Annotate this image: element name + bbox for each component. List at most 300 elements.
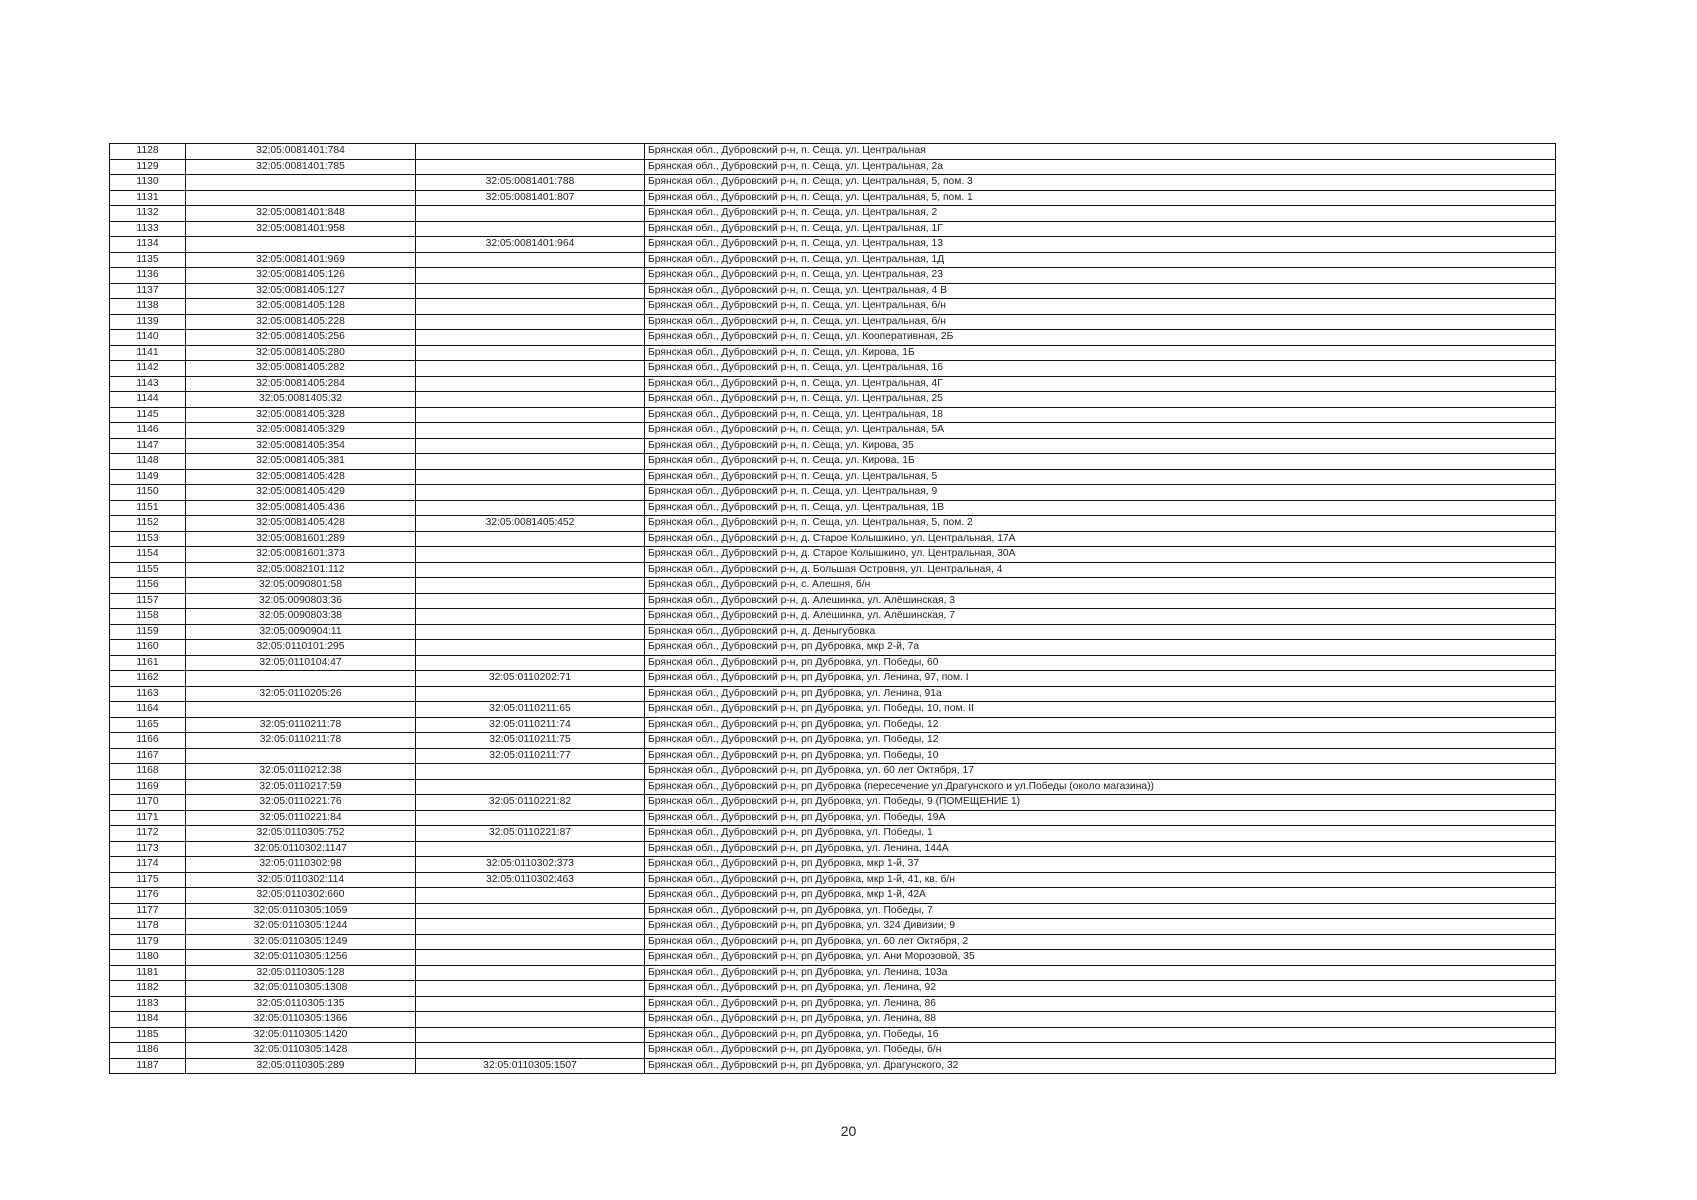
related-cadastral-number-cell [416,283,645,299]
related-cadastral-number-cell [416,206,645,222]
table-row [110,981,1556,997]
table-row [110,686,1556,702]
cadastral-number-cell: 32:05:0110305:1420 [186,1027,416,1043]
related-cadastral-number-cell [416,330,645,346]
row-number-cell: 1164 [110,702,186,718]
table-row [110,423,1556,439]
related-cadastral-number-cell [416,888,645,904]
related-cadastral-number-cell: 32:05:0081401:807 [416,190,645,206]
cadastral-number-cell: 32:05:0110305:289 [186,1058,416,1074]
address-cell: Брянская обл., Дубровский р-н, с. Алешня, б/н [645,578,1556,594]
cadastral-number-cell: 32:05:0081405:381 [186,454,416,470]
related-cadastral-number-cell [416,609,645,625]
address-cell: Брянская обл., Дубровский р-н, рп Дубровка, ул. Победы, 10, пом. II [645,702,1556,718]
table-row [110,826,1556,842]
cadastral-number-cell: 32:05:0110305:752 [186,826,416,842]
row-number-cell: 1134 [110,237,186,253]
row-number-cell: 1153 [110,531,186,547]
cadastral-number-cell [186,748,416,764]
address-cell: Брянская обл., Дубровский р-н, рп Дубровка, ул. Победы, 12 [645,717,1556,733]
related-cadastral-number-cell [416,221,645,237]
related-cadastral-number-cell [416,981,645,997]
cadastral-number-cell: 32:05:0110305:1428 [186,1043,416,1059]
row-number-cell: 1186 [110,1043,186,1059]
address-cell: Брянская обл., Дубровский р-н, рп Дубровка, ул. Победы, 16 [645,1027,1556,1043]
related-cadastral-number-cell [416,640,645,656]
address-cell: Брянская обл., Дубровский р-н, рп Дубровка, ул. Драгунского, 32 [645,1058,1556,1074]
row-number-cell: 1157 [110,593,186,609]
related-cadastral-number-cell [416,950,645,966]
address-cell: Брянская обл., Дубровский р-н, д. Алешинка, ул. Алёшинская, 7 [645,609,1556,625]
row-number-cell: 1169 [110,779,186,795]
related-cadastral-number-cell: 32:05:0110211:77 [416,748,645,764]
cadastral-number-cell: 32:05:0110302:114 [186,872,416,888]
cadastral-number-cell: 32:05:0081405:328 [186,407,416,423]
row-number-cell: 1137 [110,283,186,299]
row-number-cell: 1161 [110,655,186,671]
row-number-cell: 1140 [110,330,186,346]
address-cell: Брянская обл., Дубровский р-н, д. Алешинка, ул. Алёшинская, 3 [645,593,1556,609]
related-cadastral-number-cell [416,159,645,175]
table-row [110,469,1556,485]
related-cadastral-number-cell [416,454,645,470]
table-row [110,547,1556,563]
row-number-cell: 1162 [110,671,186,687]
related-cadastral-number-cell [416,500,645,516]
table-row [110,392,1556,408]
table-row [110,950,1556,966]
table-row [110,996,1556,1012]
cadastral-number-cell: 32:05:0090803:38 [186,609,416,625]
row-number-cell: 1177 [110,903,186,919]
related-cadastral-number-cell: 32:05:0081405:452 [416,516,645,532]
table-row [110,748,1556,764]
related-cadastral-number-cell: 32:05:0110221:87 [416,826,645,842]
row-number-cell: 1155 [110,562,186,578]
table-row [110,159,1556,175]
address-cell: Брянская обл., Дубровский р-н, п. Сеща, ул. Центральная, б/н [645,299,1556,315]
cadastral-number-cell [186,702,416,718]
address-cell: Брянская обл., Дубровский р-н, рп Дубровка (пересечение ул.Драгунского и ул.Победы (около магазина)) [645,779,1556,795]
table-row [110,190,1556,206]
table-row [110,1012,1556,1028]
related-cadastral-number-cell [416,934,645,950]
table-row [110,407,1556,423]
address-cell: Брянская обл., Дубровский р-н, рп Дубровка, ул. Ленина, 97, пом. I [645,671,1556,687]
row-number-cell: 1144 [110,392,186,408]
cadastral-number-cell: 32:05:0110221:84 [186,810,416,826]
address-cell: Брянская обл., Дубровский р-н, п. Сеща, ул. Центральная, 13 [645,237,1556,253]
address-cell: Брянская обл., Дубровский р-н, п. Сеща, ул. Центральная, 5, пом. 1 [645,190,1556,206]
row-number-cell: 1148 [110,454,186,470]
address-cell: Брянская обл., Дубровский р-н, п. Сеща, ул. Центральная [645,144,1556,160]
address-cell: Брянская обл., Дубровский р-н, рп Дубровка, ул. Победы, 19А [645,810,1556,826]
row-number-cell: 1181 [110,965,186,981]
address-cell: Брянская обл., Дубровский р-н, рп Дубровка, ул. Победы, б/н [645,1043,1556,1059]
cadastral-number-cell: 32:05:0110211:78 [186,717,416,733]
cadastral-number-cell: 32:05:0110104:47 [186,655,416,671]
related-cadastral-number-cell [416,562,645,578]
related-cadastral-number-cell [416,531,645,547]
related-cadastral-number-cell [416,407,645,423]
table-row [110,888,1556,904]
row-number-cell: 1175 [110,872,186,888]
row-number-cell: 1178 [110,919,186,935]
table-row [110,221,1556,237]
table-row [110,640,1556,656]
related-cadastral-number-cell: 32:05:0110302:373 [416,857,645,873]
address-cell: Брянская обл., Дубровский р-н, рп Дубровка, ул. Ленина, 91а [645,686,1556,702]
table-row [110,593,1556,609]
row-number-cell: 1179 [110,934,186,950]
table-row [110,702,1556,718]
table-row [110,314,1556,330]
table-row [110,733,1556,749]
cadastral-number-cell: 32:05:0081405:280 [186,345,416,361]
address-cell: Брянская обл., Дубровский р-н, д. Старое Колышкино, ул. Центральная, 17А [645,531,1556,547]
row-number-cell: 1139 [110,314,186,330]
cadastral-number-cell [186,671,416,687]
row-number-cell: 1187 [110,1058,186,1074]
cadastral-number-cell: 32:05:0081401:785 [186,159,416,175]
address-cell: Брянская обл., Дубровский р-н, п. Сеща, ул. Центральная, 2а [645,159,1556,175]
row-number-cell: 1154 [110,547,186,563]
cadastral-number-cell: 32:05:0110217:59 [186,779,416,795]
cadastral-number-cell: 32:05:0081405:284 [186,376,416,392]
address-cell: Брянская обл., Дубровский р-н, рп Дубровка, ул. Ленина, 144А [645,841,1556,857]
related-cadastral-number-cell [416,547,645,563]
table-row [110,903,1556,919]
row-number-cell: 1176 [110,888,186,904]
table-row [110,795,1556,811]
address-cell: Брянская обл., Дубровский р-н, п. Сеща, ул. Кирова, 1Б [645,454,1556,470]
table-row [110,965,1556,981]
cadastral-number-cell: 32:05:0081405:128 [186,299,416,315]
cadastral-number-cell: 32:05:0081405:126 [186,268,416,284]
row-number-cell: 1135 [110,252,186,268]
cadastral-number-cell: 32:05:0110305:135 [186,996,416,1012]
row-number-cell: 1129 [110,159,186,175]
address-cell: Брянская обл., Дубровский р-н, рп Дубровка, ул. Ленина, 92 [645,981,1556,997]
cadastral-number-cell: 32:05:0081401:784 [186,144,416,160]
cadastral-number-cell: 32:05:0081601:373 [186,547,416,563]
address-cell: Брянская обл., Дубровский р-н, рп Дубровка, ул. 60 лет Октября, 17 [645,764,1556,780]
row-number-cell: 1141 [110,345,186,361]
table-row [110,376,1556,392]
table-row [110,671,1556,687]
table-row [110,764,1556,780]
row-number-cell: 1151 [110,500,186,516]
related-cadastral-number-cell [416,423,645,439]
address-cell: Брянская обл., Дубровский р-н, п. Сеща, ул. Кирова, 35 [645,438,1556,454]
address-cell: Брянская обл., Дубровский р-н, рп Дубровка, мкр 2-й, 7а [645,640,1556,656]
related-cadastral-number-cell [416,392,645,408]
row-number-cell: 1163 [110,686,186,702]
cadastral-number-cell: 32:05:0110305:128 [186,965,416,981]
row-number-cell: 1167 [110,748,186,764]
table-row [110,500,1556,516]
cadastral-number-cell: 32:05:0081405:428 [186,469,416,485]
related-cadastral-number-cell [416,361,645,377]
row-number-cell: 1142 [110,361,186,377]
related-cadastral-number-cell [416,314,645,330]
related-cadastral-number-cell [416,485,645,501]
row-number-cell: 1149 [110,469,186,485]
cadastral-number-cell: 32:05:0081405:436 [186,500,416,516]
row-number-cell: 1172 [110,826,186,842]
cadastral-number-cell: 32:05:0110212:38 [186,764,416,780]
row-number-cell: 1130 [110,175,186,191]
related-cadastral-number-cell [416,655,645,671]
row-number-cell: 1165 [110,717,186,733]
address-cell: Брянская обл., Дубровский р-н, рп Дубровка, мкр 1-й, 37 [645,857,1556,873]
address-cell: Брянская обл., Дубровский р-н, п. Сеща, ул. Центральная, 9 [645,485,1556,501]
table-row [110,361,1556,377]
related-cadastral-number-cell [416,841,645,857]
related-cadastral-number-cell [416,903,645,919]
row-number-cell: 1160 [110,640,186,656]
related-cadastral-number-cell [416,810,645,826]
table-row [110,485,1556,501]
table-row [110,779,1556,795]
related-cadastral-number-cell [416,345,645,361]
table-row [110,206,1556,222]
cadastral-number-cell: 32:05:0110101:295 [186,640,416,656]
address-cell: Брянская обл., Дубровский р-н, п. Сеща, ул. Кирова, 1Б [645,345,1556,361]
table-row [110,175,1556,191]
row-number-cell: 1173 [110,841,186,857]
cadastral-number-cell: 32:05:0081405:127 [186,283,416,299]
address-cell: Брянская обл., Дубровский р-н, рп Дубровка, мкр 1-й, 41, кв. б/н [645,872,1556,888]
cadastral-number-cell: 32:05:0082101:112 [186,562,416,578]
cadastral-number-cell: 32:05:0081405:228 [186,314,416,330]
row-number-cell: 1147 [110,438,186,454]
related-cadastral-number-cell [416,1012,645,1028]
cadastral-number-cell: 32:05:0110302:660 [186,888,416,904]
address-cell: Брянская обл., Дубровский р-н, п. Сеща, ул. Центральная, 25 [645,392,1556,408]
address-cell: Брянская обл., Дубровский р-н, рп Дубровка, ул. Ани Морозовой, 35 [645,950,1556,966]
table-row [110,531,1556,547]
table-row [110,1058,1556,1074]
cadastral-number-cell: 32:05:0081405:429 [186,485,416,501]
row-number-cell: 1145 [110,407,186,423]
row-number-cell: 1171 [110,810,186,826]
related-cadastral-number-cell [416,624,645,640]
address-cell: Брянская обл., Дубровский р-н, д. Деныгубовка [645,624,1556,640]
address-cell: Брянская обл., Дубровский р-н, рп Дубровка, ул. Победы, 7 [645,903,1556,919]
cadastral-number-cell: 32:05:0110305:1366 [186,1012,416,1028]
row-number-cell: 1182 [110,981,186,997]
row-number-cell: 1152 [110,516,186,532]
table-row [110,268,1556,284]
related-cadastral-number-cell [416,268,645,284]
related-cadastral-number-cell: 32:05:0110302:463 [416,872,645,888]
address-cell: Брянская обл., Дубровский р-н, п. Сеща, ул. Центральная, 2 [645,206,1556,222]
cadastral-number-cell: 32:05:0081405:428 [186,516,416,532]
row-number-cell: 1184 [110,1012,186,1028]
cadastral-number-cell: 32:05:0110302:98 [186,857,416,873]
related-cadastral-number-cell [416,764,645,780]
related-cadastral-number-cell [416,1043,645,1059]
cadastral-number-cell: 32:05:0081405:354 [186,438,416,454]
address-cell: Брянская обл., Дубровский р-н, п. Сеща, ул. Центральная, 16 [645,361,1556,377]
table-row [110,1043,1556,1059]
table-row [110,717,1556,733]
related-cadastral-number-cell [416,965,645,981]
cadastral-number-cell: 32:05:0110221:76 [186,795,416,811]
table-row [110,345,1556,361]
cadastral-number-cell: 32:05:0081601:289 [186,531,416,547]
address-cell: Брянская обл., Дубровский р-н, д. Старое Колышкино, ул. Центральная, 30А [645,547,1556,563]
address-cell: Брянская обл., Дубровский р-н, рп Дубровка, ул. 60 лет Октября, 2 [645,934,1556,950]
table-row [110,330,1556,346]
related-cadastral-number-cell [416,469,645,485]
row-number-cell: 1131 [110,190,186,206]
address-cell: Брянская обл., Дубровский р-н, п. Сеща, ул. Центральная, 1В [645,500,1556,516]
related-cadastral-number-cell [416,996,645,1012]
cadastral-number-cell: 32:05:0110305:1244 [186,919,416,935]
related-cadastral-number-cell [416,578,645,594]
address-cell: Брянская обл., Дубровский р-н, рп Дубровка, ул. Победы, 1 [645,826,1556,842]
row-number-cell: 1150 [110,485,186,501]
address-cell: Брянская обл., Дубровский р-н, рп Дубровка, ул. Победы, 9 (ПОМЕЩЕНИЕ 1) [645,795,1556,811]
cadastral-number-cell: 32:05:0090803:36 [186,593,416,609]
address-cell: Брянская обл., Дубровский р-н, рп Дубровка, мкр 1-й, 42А [645,888,1556,904]
row-number-cell: 1136 [110,268,186,284]
address-cell: Брянская обл., Дубровский р-н, рп Дубровка, ул. Победы, 12 [645,733,1556,749]
address-cell: Брянская обл., Дубровский р-н, п. Сеща, ул. Кооперативная, 2Б [645,330,1556,346]
table-row [110,841,1556,857]
cadastral-number-cell: 32:05:0081401:848 [186,206,416,222]
cadastral-number-cell [186,190,416,206]
row-number-cell: 1143 [110,376,186,392]
row-number-cell: 1138 [110,299,186,315]
row-number-cell: 1170 [110,795,186,811]
related-cadastral-number-cell: 32:05:0110221:82 [416,795,645,811]
table-body [110,144,1556,1074]
row-number-cell: 1146 [110,423,186,439]
address-cell: Брянская обл., Дубровский р-н, рп Дубровка, ул. Победы, 60 [645,655,1556,671]
address-cell: Брянская обл., Дубровский р-н, п. Сеща, ул. Центральная, 5 [645,469,1556,485]
cadastral-number-cell: 32:05:0110211:78 [186,733,416,749]
table-row [110,252,1556,268]
related-cadastral-number-cell [416,299,645,315]
address-cell: Брянская обл., Дубровский р-н, рп Дубровка, ул. Ленина, 103а [645,965,1556,981]
cadastral-number-cell: 32:05:0110302:1147 [186,841,416,857]
table-row [110,919,1556,935]
table-row [110,562,1556,578]
related-cadastral-number-cell: 32:05:0110305:1507 [416,1058,645,1074]
table-row [110,857,1556,873]
related-cadastral-number-cell: 32:05:0110211:74 [416,717,645,733]
related-cadastral-number-cell [416,919,645,935]
related-cadastral-number-cell [416,593,645,609]
table-row [110,624,1556,640]
row-number-cell: 1174 [110,857,186,873]
table-row [110,454,1556,470]
table-row [110,609,1556,625]
row-number-cell: 1159 [110,624,186,640]
table-row [110,810,1556,826]
row-number-cell: 1168 [110,764,186,780]
row-number-cell: 1133 [110,221,186,237]
row-number-cell: 1128 [110,144,186,160]
related-cadastral-number-cell: 32:05:0110211:65 [416,702,645,718]
table-row [110,655,1556,671]
address-cell: Брянская обл., Дубровский р-н, рп Дубровка, ул. 324 Дивизии, 9 [645,919,1556,935]
address-cell: Брянская обл., Дубровский р-н, п. Сеща, ул. Центральная, 1Д [645,252,1556,268]
related-cadastral-number-cell [416,438,645,454]
address-cell: Брянская обл., Дубровский р-н, п. Сеща, ул. Центральная, б/н [645,314,1556,330]
related-cadastral-number-cell [416,686,645,702]
cadastral-number-cell: 32:05:0081405:32 [186,392,416,408]
data-table [109,143,1556,1074]
table-row [110,578,1556,594]
address-cell: Брянская обл., Дубровский р-н, п. Сеща, ул. Центральная, 23 [645,268,1556,284]
table-row [110,1027,1556,1043]
address-cell: Брянская обл., Дубровский р-н, п. Сеща, ул. Центральная, 5, пом. 3 [645,175,1556,191]
address-cell: Брянская обл., Дубровский р-н, п. Сеща, ул. Центральная, 5, пом. 2 [645,516,1556,532]
cadastral-number-cell: 32:05:0081405:256 [186,330,416,346]
row-number-cell: 1183 [110,996,186,1012]
address-cell: Брянская обл., Дубровский р-н, п. Сеща, ул. Центральная, 4 В [645,283,1556,299]
address-cell: Брянская обл., Дубровский р-н, рп Дубровка, ул. Ленина, 88 [645,1012,1556,1028]
cadastral-number-cell: 32:05:0081401:969 [186,252,416,268]
cadastral-number-cell [186,237,416,253]
table-row [110,299,1556,315]
row-number-cell: 1185 [110,1027,186,1043]
address-cell: Брянская обл., Дубровский р-н, д. Большая Островня, ул. Центральная, 4 [645,562,1556,578]
related-cadastral-number-cell [416,252,645,268]
cadastral-number-cell [186,175,416,191]
row-number-cell: 1166 [110,733,186,749]
cadastral-number-cell: 32:05:0090801:58 [186,578,416,594]
cadastral-number-cell: 32:05:0110305:1256 [186,950,416,966]
cadastral-number-cell: 32:05:0090904:11 [186,624,416,640]
row-number-cell: 1180 [110,950,186,966]
address-cell: Брянская обл., Дубровский р-н, п. Сеща, ул. Центральная, 4Г [645,376,1556,392]
related-cadastral-number-cell: 32:05:0110211:75 [416,733,645,749]
address-cell: Брянская обл., Дубровский р-н, п. Сеща, ул. Центральная, 1Г [645,221,1556,237]
cadastral-number-cell: 32:05:0081405:282 [186,361,416,377]
cadastral-number-cell: 32:05:0081405:329 [186,423,416,439]
table-row [110,144,1556,160]
row-number-cell: 1132 [110,206,186,222]
related-cadastral-number-cell [416,779,645,795]
page-number: 20 [840,1123,857,1139]
table-row [110,438,1556,454]
cadastral-number-cell: 32:05:0081401:958 [186,221,416,237]
related-cadastral-number-cell: 32:05:0081401:964 [416,237,645,253]
cadastral-number-cell: 32:05:0110305:1249 [186,934,416,950]
table-row [110,283,1556,299]
cadastral-number-cell: 32:05:0110305:1308 [186,981,416,997]
cadastral-number-cell: 32:05:0110305:1059 [186,903,416,919]
table-row [110,934,1556,950]
table-row [110,872,1556,888]
table-row [110,516,1556,532]
related-cadastral-number-cell: 32:05:0110202:71 [416,671,645,687]
address-cell: Брянская обл., Дубровский р-н, п. Сеща, ул. Центральная, 5А [645,423,1556,439]
address-cell: Брянская обл., Дубровский р-н, рп Дубровка, ул. Победы, 10 [645,748,1556,764]
row-number-cell: 1158 [110,609,186,625]
table-row [110,237,1556,253]
related-cadastral-number-cell [416,1027,645,1043]
related-cadastral-number-cell [416,376,645,392]
cadastral-number-cell: 32:05:0110205:26 [186,686,416,702]
row-number-cell: 1156 [110,578,186,594]
address-cell: Брянская обл., Дубровский р-н, п. Сеща, ул. Центральная, 18 [645,407,1556,423]
